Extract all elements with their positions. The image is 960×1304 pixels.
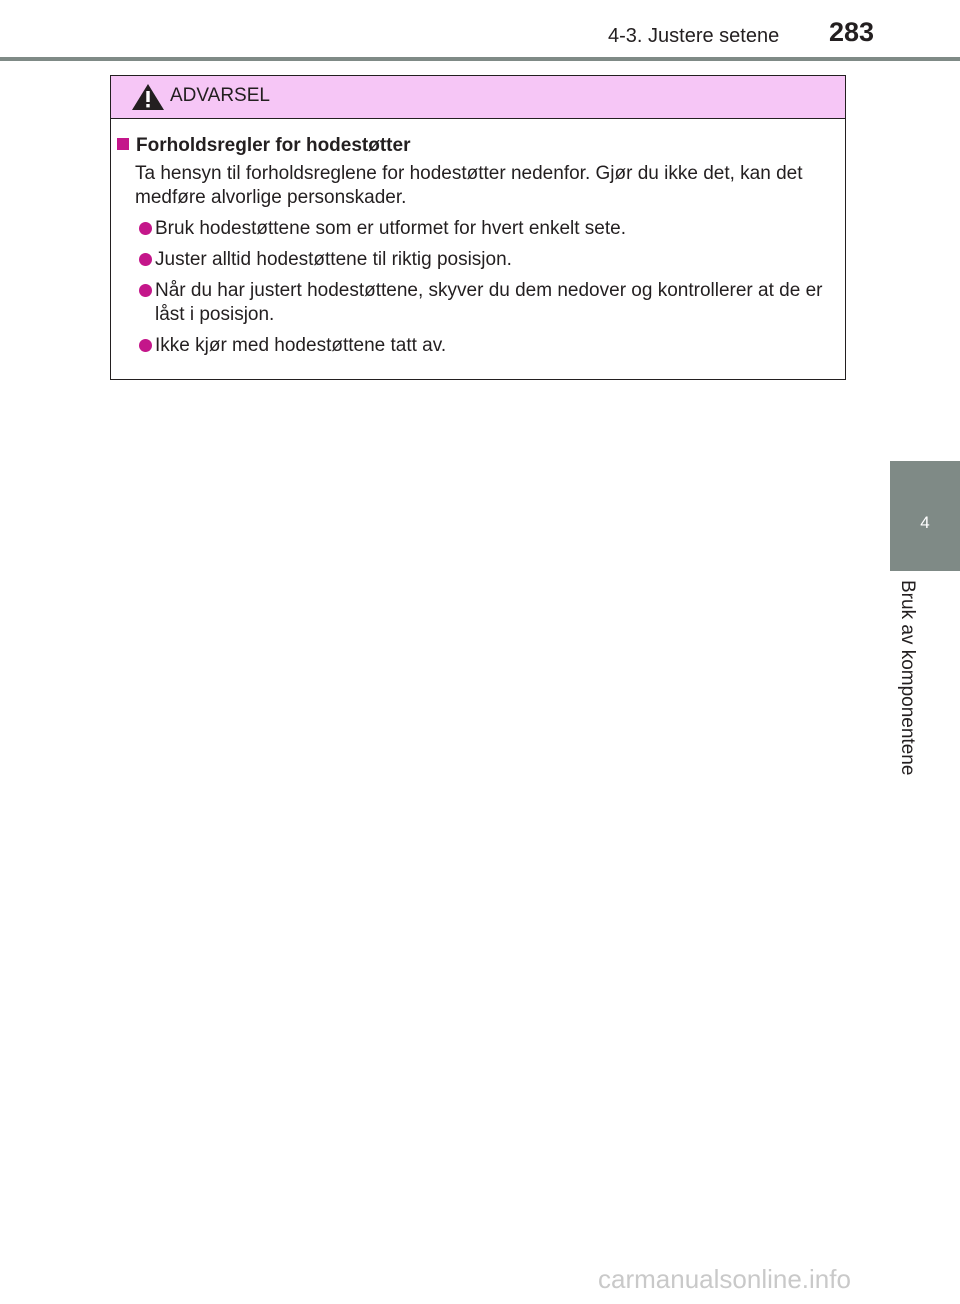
warning-box xyxy=(110,75,846,380)
chapter-number: 4 xyxy=(920,513,930,532)
bullet-dot-icon xyxy=(139,222,152,235)
warning-item xyxy=(117,279,839,327)
warning-item xyxy=(117,217,839,241)
warning-item xyxy=(117,334,839,358)
bullet-dot-icon xyxy=(139,284,152,297)
bullet-dot-icon xyxy=(139,339,152,352)
warning-header xyxy=(111,76,845,119)
warning-item-text: Ikke kjør med hodestøttene tatt av. xyxy=(155,335,447,356)
warning-heading xyxy=(117,134,839,158)
warning-intro: Ta hensyn til forholdsreglene for hodestøtter nedenfor. Gjør du ikke det, kan det medføre alvorlige personskader. xyxy=(135,163,803,208)
warning-triangle-icon xyxy=(131,83,165,111)
bullet-dot-icon xyxy=(139,253,152,266)
warning-item-text: Når du har justert hodestøttene, skyver du dem nedover og kontrollerer at de er låst i posisjon. xyxy=(155,280,823,325)
section-title: 4-3. Justere setene xyxy=(608,25,780,47)
page-number: 283 xyxy=(829,17,875,47)
square-bullet-icon xyxy=(117,138,129,150)
chapter-tab xyxy=(890,461,960,571)
watermark: carmanualsonline.info xyxy=(598,1264,851,1294)
warning-item-text: Juster alltid hodestøttene til riktig posisjon. xyxy=(155,249,512,270)
warning-item xyxy=(117,248,839,272)
warning-item-text: Bruk hodestøttene som er utformet for hvert enkelt sete. xyxy=(155,218,626,239)
warning-title: ADVARSEL xyxy=(170,85,270,106)
chapter-label: Bruk av komponentene xyxy=(897,580,918,776)
header-rule xyxy=(0,57,960,61)
warning-heading-text: Forholdsregler for hodestøtter xyxy=(136,135,411,156)
warning-items xyxy=(117,217,839,365)
